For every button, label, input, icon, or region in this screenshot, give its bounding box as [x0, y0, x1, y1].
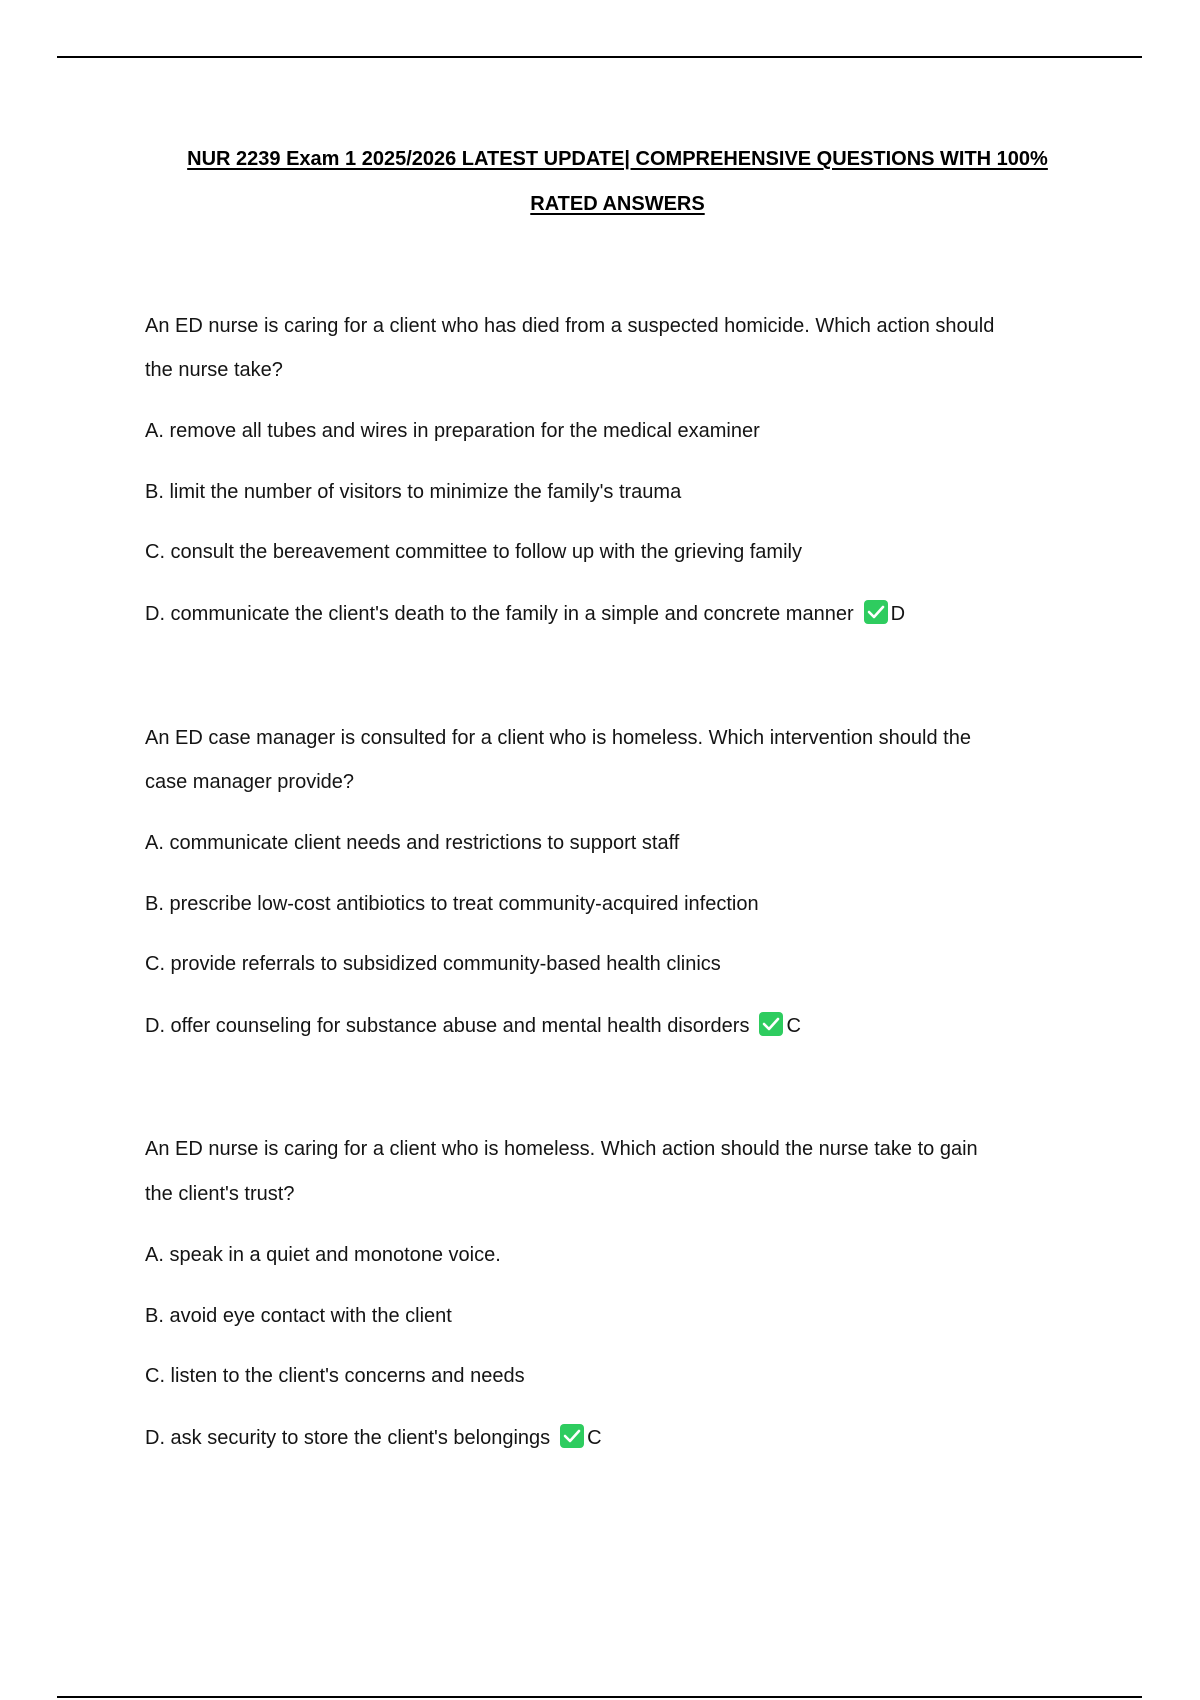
answer-option-c: C. provide referrals to subsidized community-based health clinics	[145, 953, 721, 975]
answer-option-a: A. speak in a quiet and monotone voice.	[145, 1244, 501, 1266]
answer-option-b: B. avoid eye contact with the client	[145, 1305, 452, 1327]
question-stem-line: the nurse take?	[145, 359, 283, 381]
answer-option-d: D. communicate the client's death to the family in a simple and concrete manner	[145, 603, 854, 625]
correct-answer-letter: C	[587, 1427, 602, 1449]
document-title-line1: NUR 2239 Exam 1 2025/2026 LATEST UPDATE| COMPREHENSIVE QUESTIONS WITH 100%	[187, 148, 1048, 170]
answer-option-d: D. ask security to store the client's belongings	[145, 1427, 551, 1449]
question-stem-line: case manager provide?	[145, 771, 355, 793]
answer-option-c: C. consult the bereavement committee to follow up with the grieving family	[145, 541, 802, 563]
checkmark-icon	[759, 1012, 783, 1036]
bottom-rule	[57, 1696, 1142, 1698]
answer-option-c: C. listen to the client's concerns and needs	[145, 1365, 525, 1387]
checkmark-icon	[864, 600, 888, 624]
answer-option-d: D. offer counseling for substance abuse and mental health disorders	[145, 1015, 750, 1037]
answer-option-b: B. limit the number of visitors to minimize the family's trauma	[145, 481, 682, 503]
question-stem-line: An ED nurse is caring for a client who is homeless. Which action should the nurse take to gain	[145, 1138, 978, 1160]
top-rule	[57, 56, 1142, 58]
question-stem-line: An ED case manager is consulted for a client who is homeless. Which intervention should the	[145, 727, 971, 749]
question-stem-line: An ED nurse is caring for a client who has died from a suspected homicide. Which action should	[145, 315, 995, 337]
correct-answer-letter: C	[786, 1015, 801, 1037]
answer-option-d-row	[145, 600, 905, 628]
answer-option-b: B. prescribe low-cost antibiotics to treat community-acquired infection	[145, 893, 759, 915]
checkmark-icon	[560, 1424, 584, 1448]
answer-option-a: A. remove all tubes and wires in preparation for the medical examiner	[145, 420, 760, 442]
correct-answer-letter: D	[890, 603, 906, 625]
question-stem-line: the client's trust?	[145, 1183, 295, 1205]
answer-option-a: A. communicate client needs and restrictions to support staff	[145, 832, 680, 854]
answer-option-d-row	[145, 1424, 602, 1452]
document-title-line2: RATED ANSWERS	[530, 193, 705, 215]
answer-option-d-row	[145, 1012, 801, 1040]
